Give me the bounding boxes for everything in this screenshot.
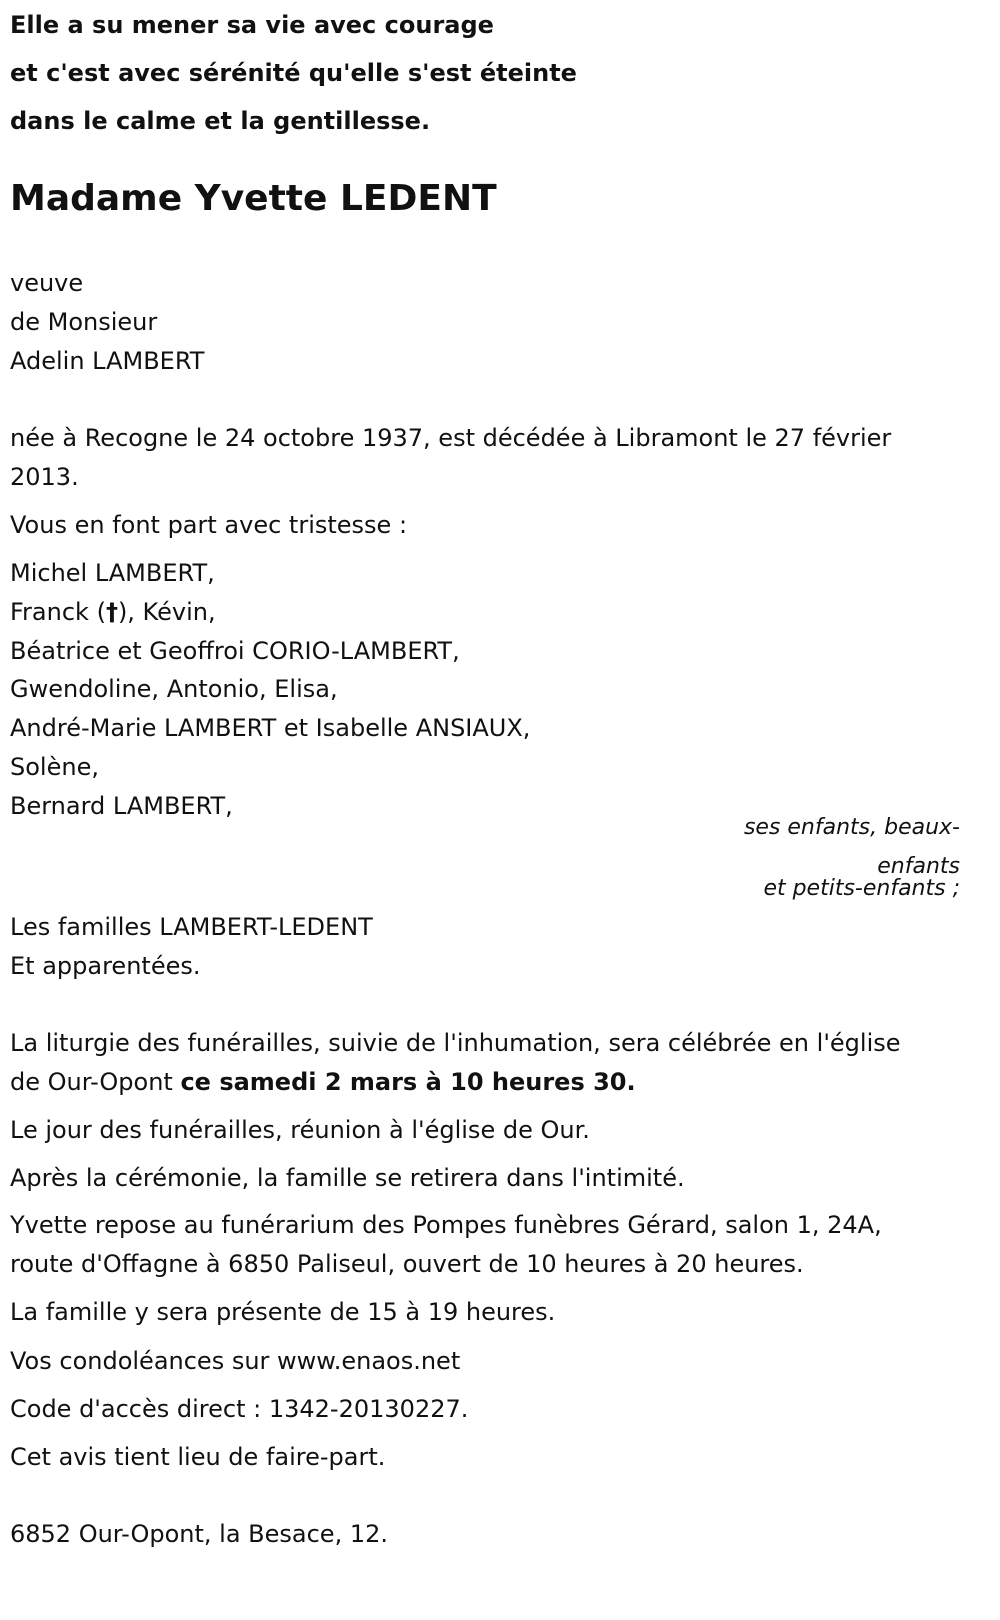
liturgy-date: ce samedi 2 mars à 10 heures 30. <box>180 1068 636 1096</box>
liturgy-place: de Our-Opont <box>10 1068 181 1096</box>
rest-line-2: route d'Offagne à 6850 Paliseul, ouvert de 10 heures à 20 heures. <box>10 1250 804 1278</box>
access-code-text: Code d'accès direct : 1342-20130227. <box>10 1395 469 1423</box>
family-line-5: André-Marie LAMBERT et Isabelle ANSIAUX, <box>10 714 531 742</box>
relation-line-1: ses enfants, beaux- <box>743 815 960 840</box>
family-line-2-start: Franck ( <box>10 598 106 626</box>
after-text: Après la cérémonie, la famille se retirera dans l'intimité. <box>10 1164 685 1192</box>
birth-death-line-2: 2013. <box>10 463 79 491</box>
intro-line-3: dans le calme et la gentillesse. <box>10 107 431 135</box>
announce-text: Vous en font part avec tristesse : <box>10 511 408 539</box>
family-line-2 <box>10 597 216 627</box>
birth-death-line-1: née à Recogne le 24 octobre 1937, est décédée à Libramont le 27 février <box>10 424 892 452</box>
family-line-1: Michel LAMBERT, <box>10 559 215 587</box>
liturgy-line-2 <box>10 1067 636 1097</box>
family-line-7: Bernard LAMBERT, <box>10 792 233 820</box>
families-line-2: Et apparentées. <box>10 952 201 980</box>
cross-icon: † <box>105 598 118 626</box>
presence-text: La famille y sera présente de 15 à 19 heures. <box>10 1298 556 1326</box>
family-line-3: Béatrice et Geoffroi CORIO-LAMBERT, <box>10 637 460 665</box>
address-text: 6852 Our-Opont, la Besace, 12. <box>10 1520 388 1548</box>
widow-line-3: Adelin LAMBERT <box>10 347 205 375</box>
family-line-2-end: ), Kévin, <box>117 598 216 626</box>
relation-line-2: enfants <box>877 854 960 879</box>
family-line-4: Gwendoline, Antonio, Elisa, <box>10 675 338 703</box>
notice-text: Cet avis tient lieu de faire-part. <box>10 1443 386 1471</box>
deceased-name: Madame Yvette LEDENT <box>10 178 497 219</box>
meeting-text: Le jour des funérailles, réunion à l'église de Our. <box>10 1116 590 1144</box>
liturgy-line-1: La liturgie des funérailles, suivie de l'inhumation, sera célébrée en l'église <box>10 1029 901 1057</box>
condolences-text: Vos condoléances sur www.enaos.net <box>10 1347 461 1375</box>
relation-line-3: et petits-enfants ; <box>763 876 960 901</box>
families-line-1: Les familles LAMBERT-LEDENT <box>10 913 373 941</box>
intro-line-1: Elle a su mener sa vie avec courage <box>10 11 494 39</box>
widow-line-1: veuve <box>10 269 84 297</box>
widow-line-2: de Monsieur <box>10 308 158 336</box>
family-line-6: Solène, <box>10 753 99 781</box>
intro-line-2: et c'est avec sérénité qu'elle s'est éteinte <box>10 59 577 87</box>
rest-line-1: Yvette repose au funérarium des Pompes funèbres Gérard, salon 1, 24A, <box>10 1211 882 1239</box>
